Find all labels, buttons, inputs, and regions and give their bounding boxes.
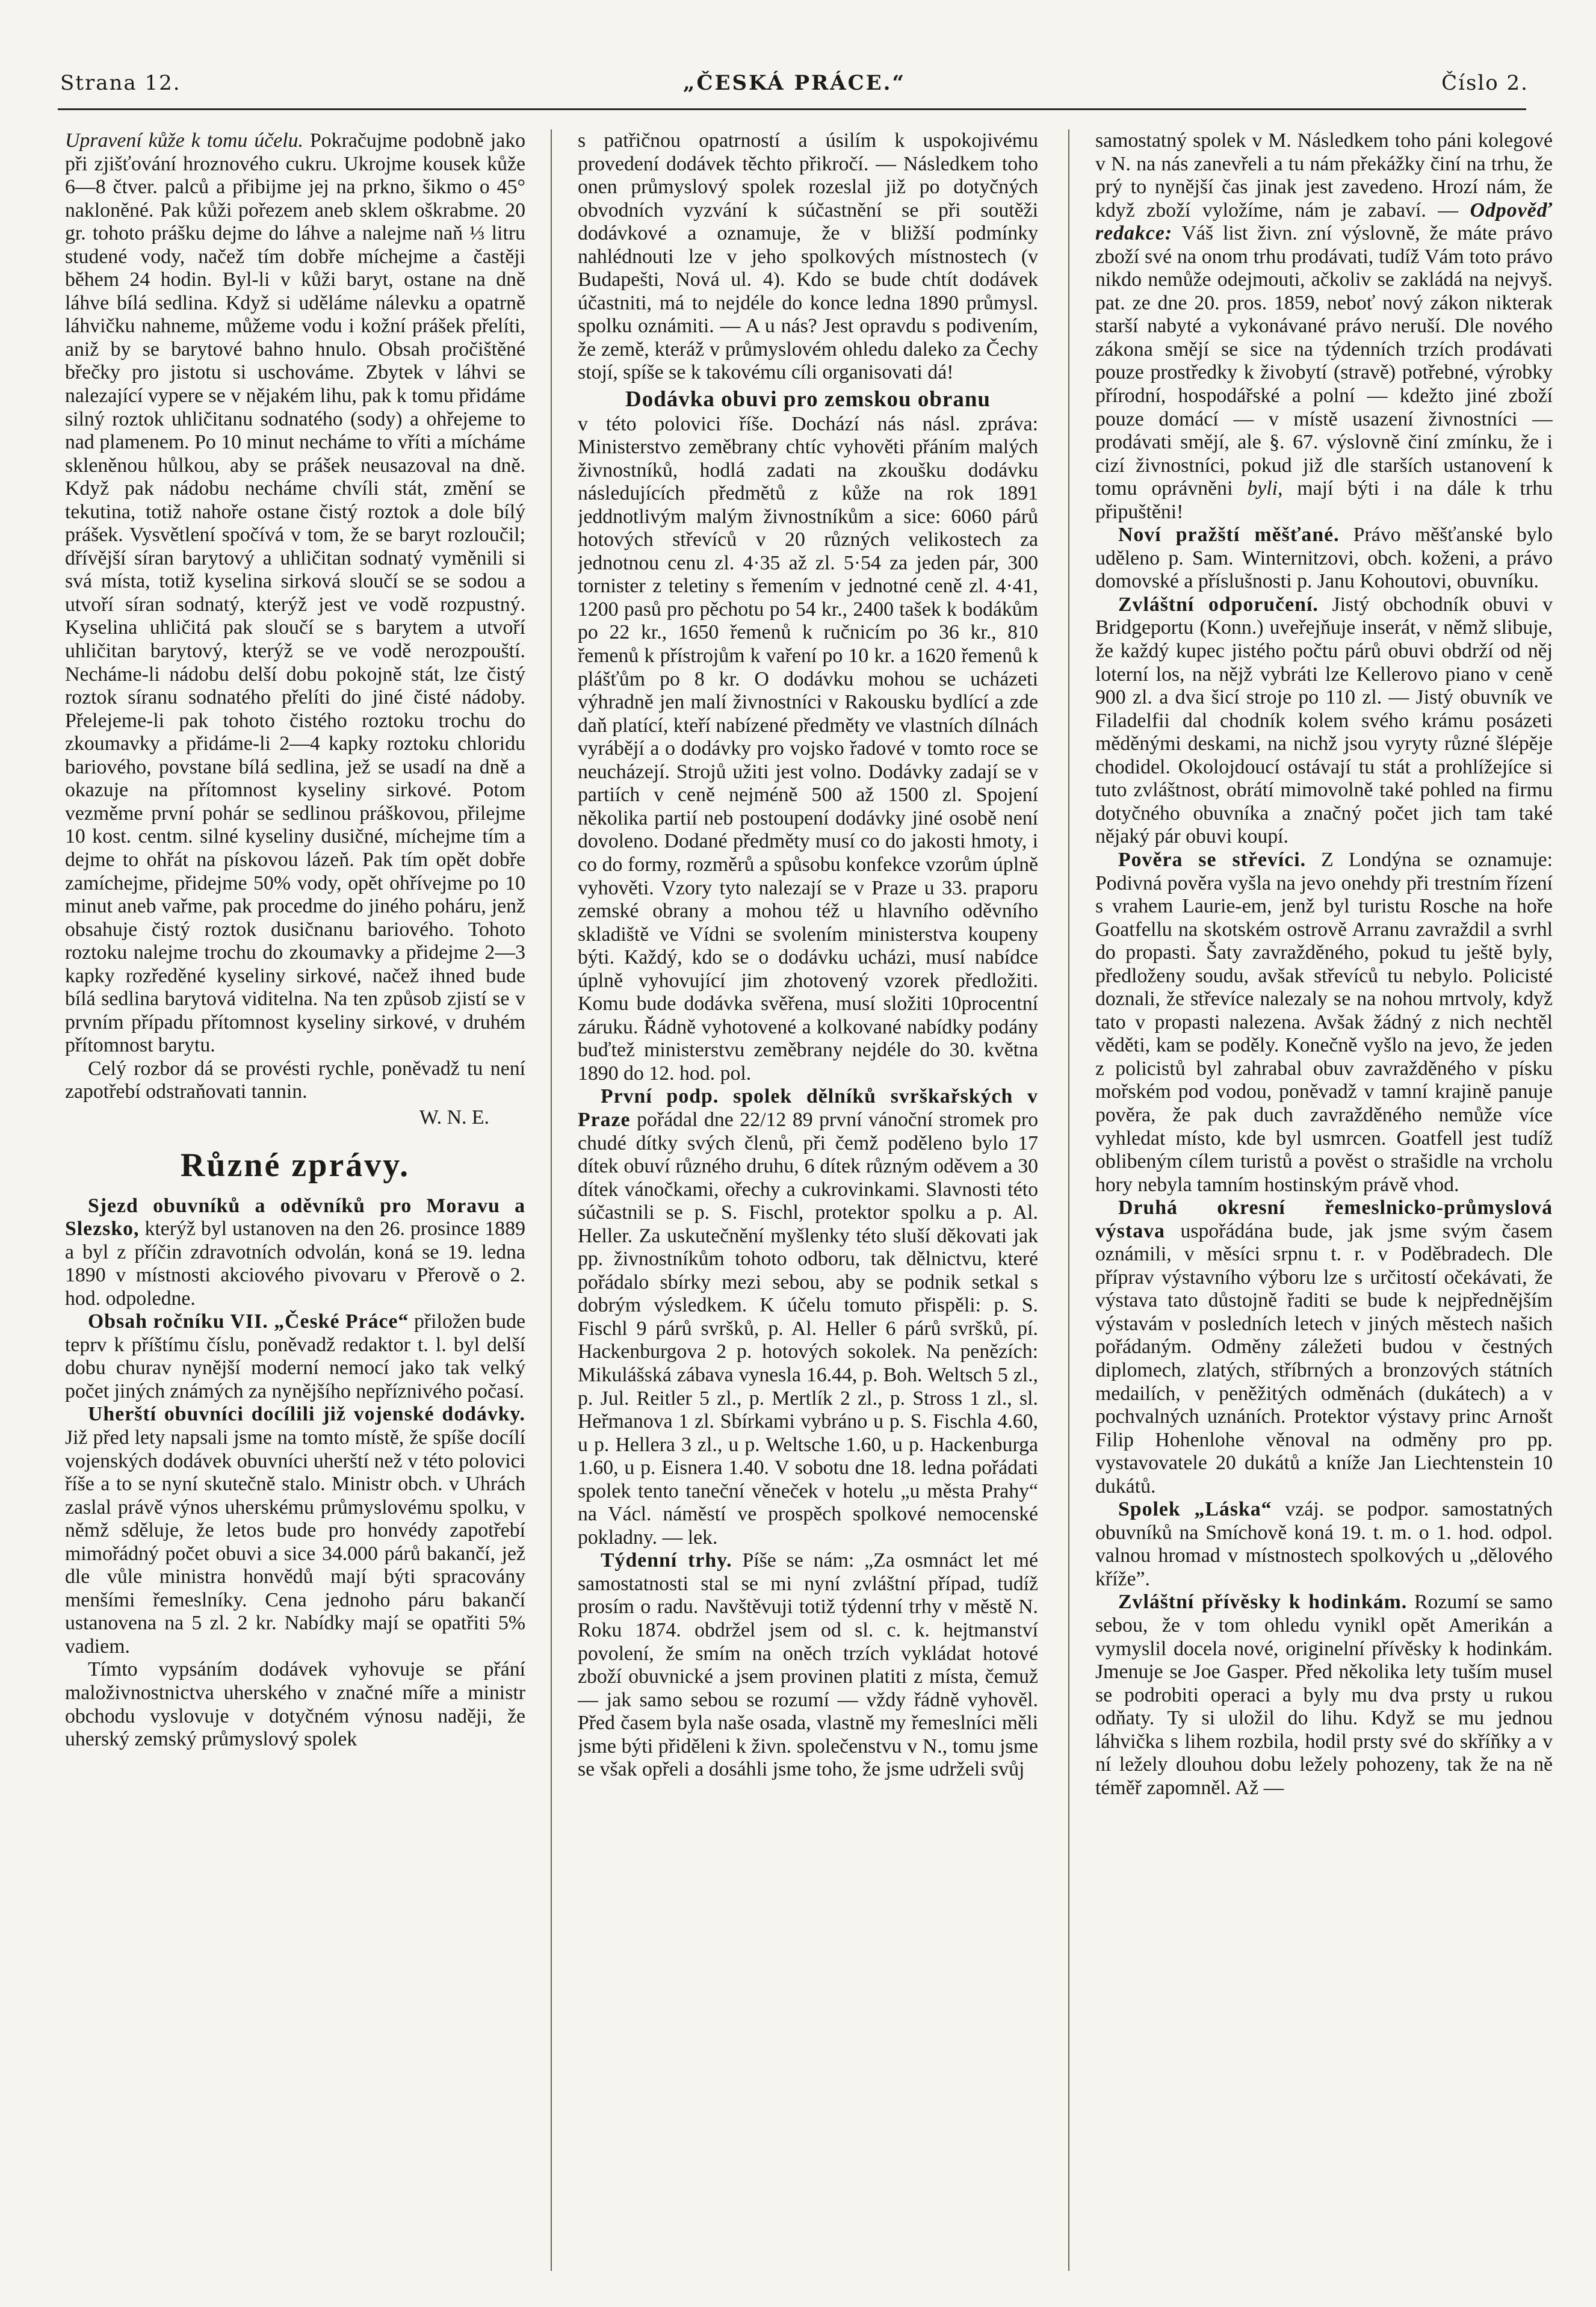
news-item <box>578 1085 1038 1549</box>
paragraph-text: samostatný spolek v M. Následkem toho páni kolegové v N. na nás zanevřeli a tu nám překážky činí na trhu, že prý to nynější čas jinak jest zavedeno. Hrozí nám, že když zboží vyložíme, nám je zabaví. — <box>1095 129 1553 221</box>
news-text: Již před lety napsali jsme na tomto místě, že spíše docílí vojenských dodávek obuvníci uherští než v této polovici říše a to se nyní skutečně stalo. Ministr obch. v Uhrách zaslal právě výnos uherskému průmyslovému spolku, v němž sděluje, že letos bude pro honvédy zapotřebí mimořádný počet obuvi a sice 34.000 párů bakančí, jež dle vůle ministra honvědů mají býti spracovány menšími řemeslníky. Cena jednoho páru bakančí ustanovena na 5 zl. 2 kr. Nabídky mají se opatřiti 5% vadiem. <box>65 1426 525 1658</box>
news-heading: Uherští obuvníci docílili již vojenské dodávky. <box>88 1403 525 1426</box>
news-heading: První podp. spolek dělníků svrškařských v Praze <box>578 1085 1038 1131</box>
column-3 <box>1095 129 1553 2283</box>
run-in-heading: Upravení kůže k tomu účelu. <box>65 129 303 152</box>
column-divider-1 <box>551 129 552 2271</box>
news-item <box>1095 593 1553 849</box>
news-text: kterýž byl ustanoven na den 26. prosince 1889 a byl z příčin zdravotních odvolán, koná se 19. ledna 1890 v místnosti akciového pivovaru v Přerově o 2. hod. odpoledne. <box>65 1218 525 1310</box>
news-heading: Spolek „Láska“ <box>1118 1498 1272 1521</box>
news-text: Rozumí se samo sebou, že v tom ohledu vynikl opět Amerikán a vymyslil docela nové, originelní přívěsky k hodinkám. Jmenuje se Joe Gasper. Před několika lety tuším musel se podrobiti operaci a byly mu dva prsty u rukou odňaty. Ty si uložil do lihu. Když se mu jednou láhvička s lihem rozbila, hodil prsty své do skříňky a v ní ležely dlouhou dobu ležely pohozeny, tak že na ně téměř zapomněl. Až — <box>1095 1591 1553 1799</box>
news-heading: Sjezd obuvníků a oděvníků pro Moravu a Slezsko, <box>65 1194 525 1240</box>
column-2 <box>578 129 1038 2283</box>
news-heading: Druhá okresní řemeslnicko-průmyslová výstava <box>1095 1197 1553 1242</box>
news-text: pořádal dne 22/12 89 první vánoční stromek pro chudé dítky svých členů, při čemž poděleno bylo 17 dítek obuví různého druhu, 6 dítek různým oděvem a 30 dítek vánočkami, ořechy a cukrovinkami. Slavnosti této súčastnili se p. S. Fischl, protektor spolku a p. Al. Heller. Za uskutečnění myšlenky této sluší děkovati jak pp. živnostníkům tohoto odboru, tak dělnictvu, které pořádalo sbírky mezi sebou, aby se podnik setkal s dobrým výsledkem. K účelu tomuto přispěli: p. S. Fischl 9 párů svršků, p. Al. Heller 6 párů svršků, pí. Hackenburgova 2 p. hotových sokolek. Na penězích: Mikulášská zábava vynesla 16.44, p. Boh. Weltsch 5 zl., p. Jul. Reitler 5 zl., p. Mertlík 2 zl., p. Stross 1 zl., sl. Heřmanova 1 zl. Sbírkami vybráno u p. S. Fischla 4.60, u p. Hellera 3 zl., u p. Weltsche 1.60, u p. Hackenburga 1.60, u p. Eisnera 1.40. V sobotu dne 18. ledna pořádati spolek tento taneční věneček v hotelu „u města Prahy“ na Václ. náměstí ve prospěch spolkové nemocenské pokladny. — lek. <box>578 1108 1038 1549</box>
news-text: uspořádána bude, jak jsme svým časem oznámili, v měsíci srpnu t. r. v Poděbradech. Dle příprav výstavního výboru lze s určitostí očekávati, že výstava tato důstojně řaditi se bude k nejpřednějším výstavám v posledních letech v jiných městech našich pořádaným. Odměny záležeti budou v čestných diplomech, zlatých, stříbrných a bronzových státních medailích, v peněžitých odměnách (dukátech) a v pochvalných uznáních. Protektor výstavy princ Arnošt Filip Hohenlohe věnoval na odměny pro pp. vystavovatele 20 dukátů a kníže Jan Liechtenstein 10 dukátů. <box>1095 1219 1553 1497</box>
paragraph-text: mají býti i na dále k trhu připuštěni! <box>1095 477 1553 523</box>
news-heading: Pověra se střevíci. <box>1118 848 1307 871</box>
news-item: Tímto vypsáním dodávek vyhovuje se přání maloživnostnictva uherského v značné míře a ministr obchodu vyslovuje v dotyčném výnosu naději, že uherský zemský průmyslový spolek <box>65 1658 525 1751</box>
article-paragraph <box>1095 129 1553 524</box>
news-text: Z Londýna se oznamuje: Podivná pověra vyšla na jevo onehdy při trestním řízení s vrahem Laurie-em, jenž byl turistu Rosche na hoře Goatfellu na skotském ostrově Arranu zavraždil a svrhl do propasti. Šaty zavražděného, pokud tu ještě byly, předloženy soudu, avšak střevíců tu nebylo. Policisté doznali, že střevíce nalezaly se na nohou mrtvoly, když tato v propasti nalezena. Avšak žádný z nich nechtěl věděti, kam se poděly. Konečně vyšlo na jevo, že jeden z policistů byl zahrabal obuv zavražděného v písku mořském pod vodou, poněvadž v tamní krajině panuje pověra, že pak duch zavražděného nemůže více vyhledat místo, kde byl usmrcen. Goatfell jest tudíž oblibeným cílem turistů a pověst o strašidle na vrcholu hory nebyla tamním hostinským právě vhod. <box>1095 848 1553 1196</box>
news-heading: Zvláštní odporučení. <box>1118 593 1319 616</box>
news-item <box>578 1549 1038 1781</box>
section-title: Různé zprávy. <box>180 1146 410 1184</box>
reply-heading: Odpověď redakce: <box>1095 199 1553 245</box>
news-text: Jistý obchodník obuvi v Bridgeportu (Konn.) uveřejňuje inserát, v němž slibuje, že každý kupec jistého počtu párů obuvi obdrží od něj loterní los, na nějž vybráti lze Kellerovo piano v ceně 900 zl. a dva šicí stroje po 110 zl. — Jistý obuvník ve Filadelfii dal chodník kolem svého krámu posázeti měděnými deskami, na nichž jsou vyryty různé šlépěje chodidel. Okolojdoucí ostávají tu stát a prohlížejíce si tuto zvláštnost, obrátí mimovolně také pohled na firmu dotyčného obuvníka a značný počet jich tam také nějaký pár obuvi koupí. <box>1095 593 1553 848</box>
news-item <box>1095 1197 1553 1498</box>
news-heading: Týdenní trhy. <box>601 1549 732 1572</box>
news-heading: Dodávka obuvi pro zemskou obranu <box>625 387 991 412</box>
news-item <box>1095 1498 1553 1591</box>
column-divider-2 <box>1068 129 1069 2271</box>
article-paragraph: v této polovici říše. Dochází nás násl. zpráva: Ministerstvo zeměbrany chtíc vyhověti přáním malých živnostníků, hodlá zadati na zkoušku dodávku následujících předmětů z kůže na rok 1891 jeddnotlivým malým živnostníkům a sice: 6060 párů hotových střevíců v 20 různých velikostech za jednotnou cenu zl. 4·35 až zl. 5·54 za jeden pár, 300 tornister z teletiny s řemením v jednotné ceně zl. 4·41, 1200 pasů pro pěchotu po 54 kr., 2400 tašek k bodákům po 22 kr., 1650 řemenů k ručnicím po 36 kr., 810 řemenů k přístrojům k vaření po 10 kr. a 1620 řemenů k plášťům po 8 kr. O dodávku mohou se ucházeti výhradně jen malí živnostníci v Rakousku bydlící a zde daň platící, kteří nabízené předměty ve vlastních dílnách vyrábějí a o dodávky pro vojsko řadové v tomto roce se neucházejí. Strojů užiti jest volno. Dodávky zadají se v partiích v ceně nejméně 500 až 1500 zl. Spojení několika partií neb postoupení dodávky jiné osobě není dovoleno. Dodané předměty musí co do jakosti hmoty, i co do formy, rozměrů a spůsobu konfekce vzorům úplně vyhověti. Vzory tyto nalezají se v Praze u 33. praporu zemské obrany a mohou též u hlavního oděvního skladiště ve Vídni se svolením ministerstva koupeny býti. Každý, kdo se o dodávku ucházi, musí nabídce úplně vyhovující jim zhotovený vzorek předložiti. Komu bude dodávka svěřena, musí složiti 10procentní záruku. Řádně vyhotovené a kolkované nabídky podány buďtež ministerstvu zeměbrany nejdéle do 30. května 1890 do 12. hod. pol. <box>578 412 1038 1085</box>
news-text: Právo měšťanské bylo uděleno p. Sam. Winternitzovi, obch. koženi, a právo domovské a příslušnosti p. Janu Kohoutovi, obuvníku. <box>1095 524 1553 593</box>
news-heading: Zvláštní přívěsky k hodinkám. <box>1118 1591 1408 1614</box>
running-head <box>60 71 1529 107</box>
article-paragraph <box>65 129 525 1058</box>
news-item <box>65 1310 525 1403</box>
news-heading: Obsah ročníku VII. „České Práce“ <box>88 1310 409 1333</box>
article-paragraph: s patřičnou opatrností a úsilím k uspokojivému provedení dodávek těchto přikročí. — Následkem toho onen průmyslový spolek rozeslal již po dotyčných obvodních vyzvání k súčastnění se při soutěži dodávkové a oznamuje, že v bližší podmínky nahlédnouti lze v jeho spolkových místnostech (v Budapešti, Nová ul. 4). Kdo se bude chtít dodávek účastniti, má to nejdéle do konce ledna 1890 průmysl. spolku oznámiti. — A u nás? Jest opravdu s podivením, že země, kteráž v průmyslovém ohledu daleko za Čechy stojí, spíše se k takovému cíli organisovati dá! <box>578 129 1038 384</box>
newspaper-title: „ČESKÁ PRÁCE.“ <box>682 71 906 95</box>
news-item <box>65 1403 525 1658</box>
news-text: Píše se nám: „Za osmnáct let mé samostatnosti stal se mi nyní zvláštní případ, tudíž prosím o radu. Navštěvuji totiž týdenní trhy v městě N. Roku 1874. obdržel jsem od sl. c. k. hejtmanství povolení, že smím na oněch trzích vykládat hotové zboží obuvnické a jsem provinen platiti z místa, čemuž — jak samo sebou se rozumí — vždy řádně vyhověl. Před časem byla naše osada, vlastně my řemeslníci měli jsme býti přiděleni k živn. společenstvu v N., tomu jsme se však opřeli a dosáhli jsme toho, že jsme udrželi svůj <box>578 1549 1038 1781</box>
article-paragraph: Celý rozbor dá se provésti rychle, poněvadž tu není zapotřebí odstraňovati tannin. <box>65 1057 525 1103</box>
header-rule <box>58 108 1526 110</box>
news-item <box>1095 524 1553 593</box>
page-number: Strana 12. <box>60 71 181 95</box>
news-item <box>1095 849 1553 1197</box>
issue-number: Číslo 2. <box>1441 71 1529 95</box>
article-signature: W. N. E. <box>419 1106 489 1129</box>
news-heading: Noví pražští měšťané. <box>1118 524 1340 547</box>
column-1 <box>65 129 525 2283</box>
paragraph-text: Pokračujme podobně jako při zjišťování hroznového cukru. Ukrojme kousek kůže 6—8 čtver. palců a přibijme jej na prkno, šikmo o 45° nakloněné. Pak kůži pořezem aneb sklem oškrabme. 20 gr. tohoto prášku dejme do láhve a nalejme naň ⅓ litru studené vody, načež tím dobře míchejme a častěji během 24 hodin. Byl-li v kůži baryt, ostane na dně láhve bílá sedlina. Když si uděláme nálevku a opatrně láhvičku nahneme, můžeme vodu i kožní prášek přelíti, aniž by se barytové bahno hnulo. Obsah pročištěné břečky pro jistotu si uschováme. Zbytek v láhvi se nalezající vypere se v nějakém lihu, pak k tomu přidáme silný roztok uhličitanu sodnatého (sody) a ohřejeme to nad plamenem. Po 10 minut necháme to vříti a mícháme skleněnou hůlkou, aby se prášek neusazoval na dně. Když pak nádobu necháme chvíli stát, změní se tekutina, totiž nahoře ostane čistý roztok a dole bílý prášek. Vysvětlení spočívá v tom, že se baryt rozloučil; dřívější síran barytový a uhličitan sodnatý vyměnili si svá místa, totiž kyselina sirková sloučí se se sodou a utvoří síran sodnatý, kterýž jest ve vodě rozpustný. Kyselina uhličitá pak sloučí se s barytem a utvoří uhličitan barytový, kterýž se ve vodě nerozpouští. Necháme-li nádobu delší dobu pokojně stát, lze čistý roztok síranu sodnatého přelíti do jiné čisté nádoby. Přelejeme-li pak tohoto čistého roztoku trochu do zkoumavky a přidáme-li 2—4 kapky roztoku chloridu bariového, povstane bílá sedlina, jež se usadí na dně a okazuje na přítomnost kyseliny sirkové. Potom vezměme první pohár se sedlinou práškovou, přilejme 10 kost. centm. silné kyseliny dusičné, míchejme tím a dejme to ohřát na pískovou lázeň. Pak tím opět dobře zamíchejme, přidejme 50% vody, opět ohřívejme po 10 minut aneb vařme, pak procedme do jiného poháru, jenž obsahuje čistý roztok dusičnanu bariového. Tohoto roztoku nalejme trochu do zkoumavky a přidejme 2—3 kapky rozředěné kyseliny sirkové, načež ihned bude bílá sedlina barytová viditelna. Na ten způsob zjistí se v prvním případu přítomnost kyseliny sirkové, v druhém přítomnost barytu. <box>65 129 525 1057</box>
news-text: přiložen bude teprv k příštímu číslu, poněvadž redaktor t. l. byl delší dobu churav nynější moderní nemocí jako tak velký počet jiných známých za nynějšího nepříznivého počasí. <box>65 1310 525 1402</box>
news-text: vzáj. se podpor. samostatných obuvníků na Smíchově koná 19. t. m. o 1. hod. odpol. valnou hromad v místnostech spolkových u „dělového křížeˮ. <box>1095 1498 1553 1590</box>
paragraph-text: Váš list živn. zní výslovně, že máte právo zboží své na onom trhu prodávati, tudíž Vám toto právo nikdo nemůže odejmouti, ačkoliv se zakládá na nejvyš. pat. ze dne 20. pros. 1859, neboť nový zákon nikterak starší nabyté a vykonávané právo neruší. Dle nového zákona smějí se sice na týdenních trzích prodávati pouze prostředky k živobytí (stravě) potřebné, výrobky přírodní, hospodářské a polní — kdežto jiné zboží pouze domácí — v místě usazení živnostníci — prodávati smějí, ale §. 67. výslovně činí zmínku, že i cizí živnostníci, pokud již dle starších ustanovení k tomu oprávněni <box>1095 222 1553 500</box>
news-item <box>65 1195 525 1311</box>
news-item <box>1095 1591 1553 1800</box>
emphasis-text: byli, <box>1247 477 1283 500</box>
